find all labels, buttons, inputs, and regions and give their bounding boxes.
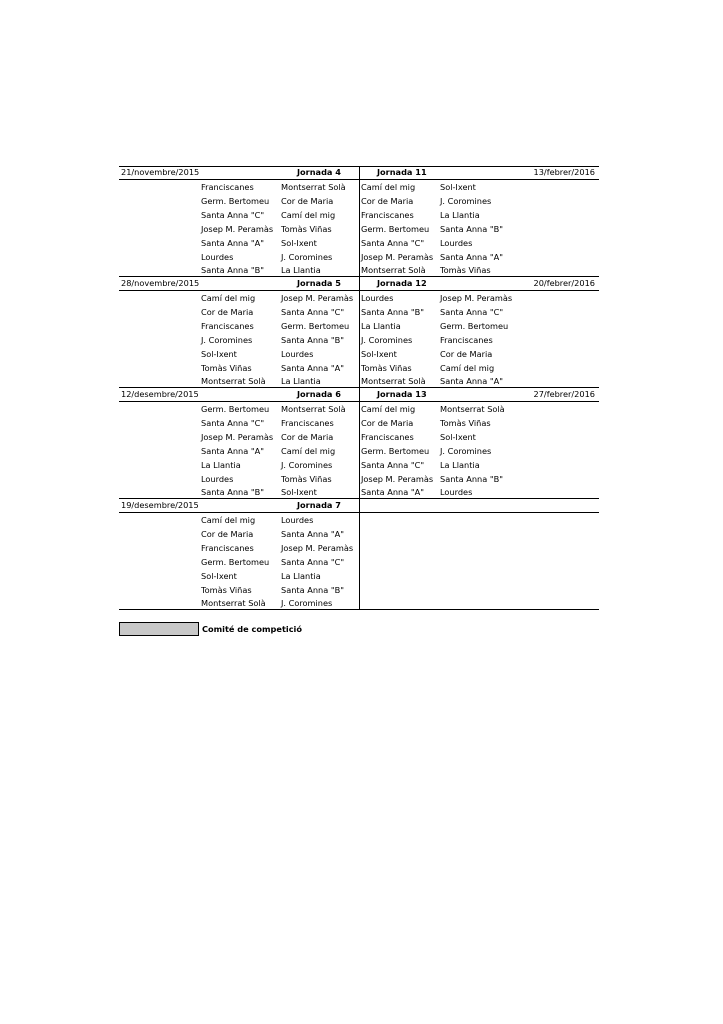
match-home-team: Santa Anna "C" (201, 209, 265, 220)
match-home-team: Sol-Ixent (201, 570, 237, 581)
match-home-team: Santa Anna "C" (361, 459, 425, 470)
match-away-team: Camí del mig (281, 209, 336, 220)
match-away-team: Montserrat Solà (281, 182, 346, 192)
match-away-team: Cor de Maria (440, 348, 493, 359)
match-home-team: Santa Anna "C" (201, 417, 265, 428)
column-divider (359, 499, 360, 610)
left-jornada-title: Jornada 6 (297, 389, 341, 399)
column-divider (359, 388, 360, 499)
match-away-team: Josep M. Peramàs (281, 293, 354, 303)
match-home-team: Santa Anna "A" (201, 237, 264, 248)
match-home-team: Franciscanes (361, 431, 414, 442)
right-jornada-title: Jornada 12 (377, 278, 427, 288)
match-home-team: Germ. Bertomeu (201, 404, 270, 414)
match-away-team: Tomàs Viñas (281, 473, 332, 484)
match-home-team: Sol-Ixent (201, 348, 237, 359)
match-home-team: Franciscanes (201, 182, 254, 192)
column-divider (359, 277, 360, 388)
match-away-team: Santa Anna "B" (440, 223, 503, 234)
match-home-team: Cor de Maria (201, 528, 254, 539)
match-home-team: Cor de Maria (201, 306, 254, 317)
match-away-team: Santa Anna "C" (281, 306, 345, 317)
match-home-team: Tomàs Viñas (201, 362, 252, 373)
match-home-team: Montserrat Solà (361, 265, 426, 276)
match-home-team: Josep M. Peramàs (361, 473, 434, 484)
match-away-team: Santa Anna "A" (440, 376, 503, 387)
match-away-team: La Llantia (281, 376, 321, 387)
match-home-team: Germ. Bertomeu (201, 195, 270, 206)
match-home-team: J. Coromines (201, 334, 253, 345)
legend-swatch (119, 622, 199, 636)
match-away-team: J. Coromines (281, 251, 333, 262)
right-date: 20/febrer/2016 (533, 278, 595, 288)
match-away-team: Camí del mig (281, 445, 336, 456)
match-home-team: Montserrat Solà (201, 376, 266, 387)
match-away-team: Germ. Bertomeu (281, 320, 350, 331)
match-home-team: Montserrat Solà (361, 376, 426, 387)
match-home-team: Sol-Ixent (361, 348, 397, 359)
match-away-team: Sol-Ixent (281, 487, 317, 498)
match-home-team: Josep M. Peramàs (201, 223, 274, 234)
match-home-team: Lourdes (201, 251, 234, 262)
schedule-table (119, 166, 599, 609)
match-away-team: La Llantia (440, 459, 480, 470)
match-home-team: Josep M. Peramàs (361, 251, 434, 262)
match-home-team: Santa Anna "A" (201, 445, 264, 456)
match-home-team: Germ. Bertomeu (361, 445, 430, 456)
left-date: 12/desembre/2015 (121, 389, 199, 399)
match-home-team: Cor de Maria (361, 417, 414, 428)
match-away-team: Montserrat Solà (281, 404, 346, 414)
left-date: 21/novembre/2015 (121, 167, 200, 177)
match-away-team: Josep M. Peramàs (281, 542, 354, 553)
match-home-team: Camí del mig (361, 404, 416, 414)
match-away-team: Santa Anna "C" (440, 306, 504, 317)
match-home-team: La Llantia (361, 320, 401, 331)
match-away-team: La Llantia (440, 209, 480, 220)
match-away-team: Germ. Bertomeu (440, 320, 509, 331)
match-away-team: Santa Anna "A" (281, 362, 344, 373)
match-away-team: Cor de Maria (281, 195, 334, 206)
match-home-team: Franciscanes (201, 320, 254, 331)
match-away-team: Lourdes (281, 515, 314, 525)
right-date: 27/febrer/2016 (533, 389, 595, 399)
match-away-team: J. Coromines (440, 195, 492, 206)
match-away-team: Sol-Ixent (440, 182, 476, 192)
match-away-team: La Llantia (281, 265, 321, 276)
left-date: 28/novembre/2015 (121, 278, 200, 288)
block-bottom-border (119, 609, 599, 610)
match-home-team: Lourdes (361, 293, 394, 303)
match-away-team: Franciscanes (281, 417, 334, 428)
match-away-team: J. Coromines (281, 459, 333, 470)
match-home-team: Camí del mig (361, 182, 416, 192)
match-away-team: Lourdes (440, 237, 473, 248)
match-home-team: Lourdes (201, 473, 234, 484)
match-away-team: Camí del mig (440, 362, 495, 373)
match-home-team: Santa Anna "B" (201, 265, 264, 276)
match-home-team: Santa Anna "B" (201, 487, 264, 498)
match-home-team: Tomàs Viñas (361, 362, 412, 373)
jornada-block (119, 166, 599, 277)
match-away-team: Josep M. Peramàs (440, 293, 513, 303)
jornada-block (119, 277, 599, 388)
match-away-team: Sol-Ixent (440, 431, 476, 442)
match-home-team: Montserrat Solà (201, 598, 266, 609)
match-home-team: Cor de Maria (361, 195, 414, 206)
match-away-team: Santa Anna "A" (440, 251, 503, 262)
match-home-team: Santa Anna "A" (361, 487, 424, 498)
match-home-team: Germ. Bertomeu (201, 556, 270, 567)
match-away-team: Santa Anna "B" (440, 473, 503, 484)
match-away-team: J. Coromines (281, 598, 333, 609)
match-away-team: Santa Anna "B" (281, 584, 344, 595)
right-date: 13/febrer/2016 (533, 167, 595, 177)
match-home-team: Franciscanes (361, 209, 414, 220)
match-away-team: Cor de Maria (281, 431, 334, 442)
match-home-team: La Llantia (201, 459, 241, 470)
jornada-block (119, 388, 599, 499)
right-jornada-title: Jornada 11 (377, 167, 427, 177)
match-home-team: Camí del mig (201, 515, 256, 525)
match-away-team: Santa Anna "C" (281, 556, 345, 567)
match-away-team: Lourdes (281, 348, 314, 359)
match-home-team: J. Coromines (361, 334, 413, 345)
match-home-team: Tomàs Viñas (201, 584, 252, 595)
match-away-team: Santa Anna "B" (281, 334, 344, 345)
left-jornada-title: Jornada 7 (297, 500, 341, 510)
match-away-team: J. Coromines (440, 445, 492, 456)
match-away-team: Montserrat Solà (440, 404, 505, 414)
match-away-team: La Llantia (281, 570, 321, 581)
match-away-team: Lourdes (440, 487, 473, 498)
match-away-team: Tomàs Viñas (440, 417, 491, 428)
match-away-team: Sol-Ixent (281, 237, 317, 248)
column-divider (359, 166, 360, 277)
match-home-team: Camí del mig (201, 293, 256, 303)
left-date: 19/desembre/2015 (121, 500, 199, 510)
right-jornada-title: Jornada 13 (377, 389, 427, 399)
match-home-team: Santa Anna "C" (361, 237, 425, 248)
legend-label: Comité de competició (202, 624, 302, 634)
match-away-team: Tomàs Viñas (440, 265, 491, 276)
match-home-team: Santa Anna "B" (361, 306, 424, 317)
match-away-team: Franciscanes (440, 334, 493, 345)
match-away-team: Santa Anna "A" (281, 528, 344, 539)
match-home-team: Germ. Bertomeu (361, 223, 430, 234)
match-away-team: Tomàs Viñas (281, 223, 332, 234)
left-jornada-title: Jornada 4 (297, 167, 341, 177)
match-home-team: Franciscanes (201, 542, 254, 553)
left-jornada-title: Jornada 5 (297, 278, 341, 288)
match-home-team: Josep M. Peramàs (201, 431, 274, 442)
jornada-block (119, 499, 599, 610)
